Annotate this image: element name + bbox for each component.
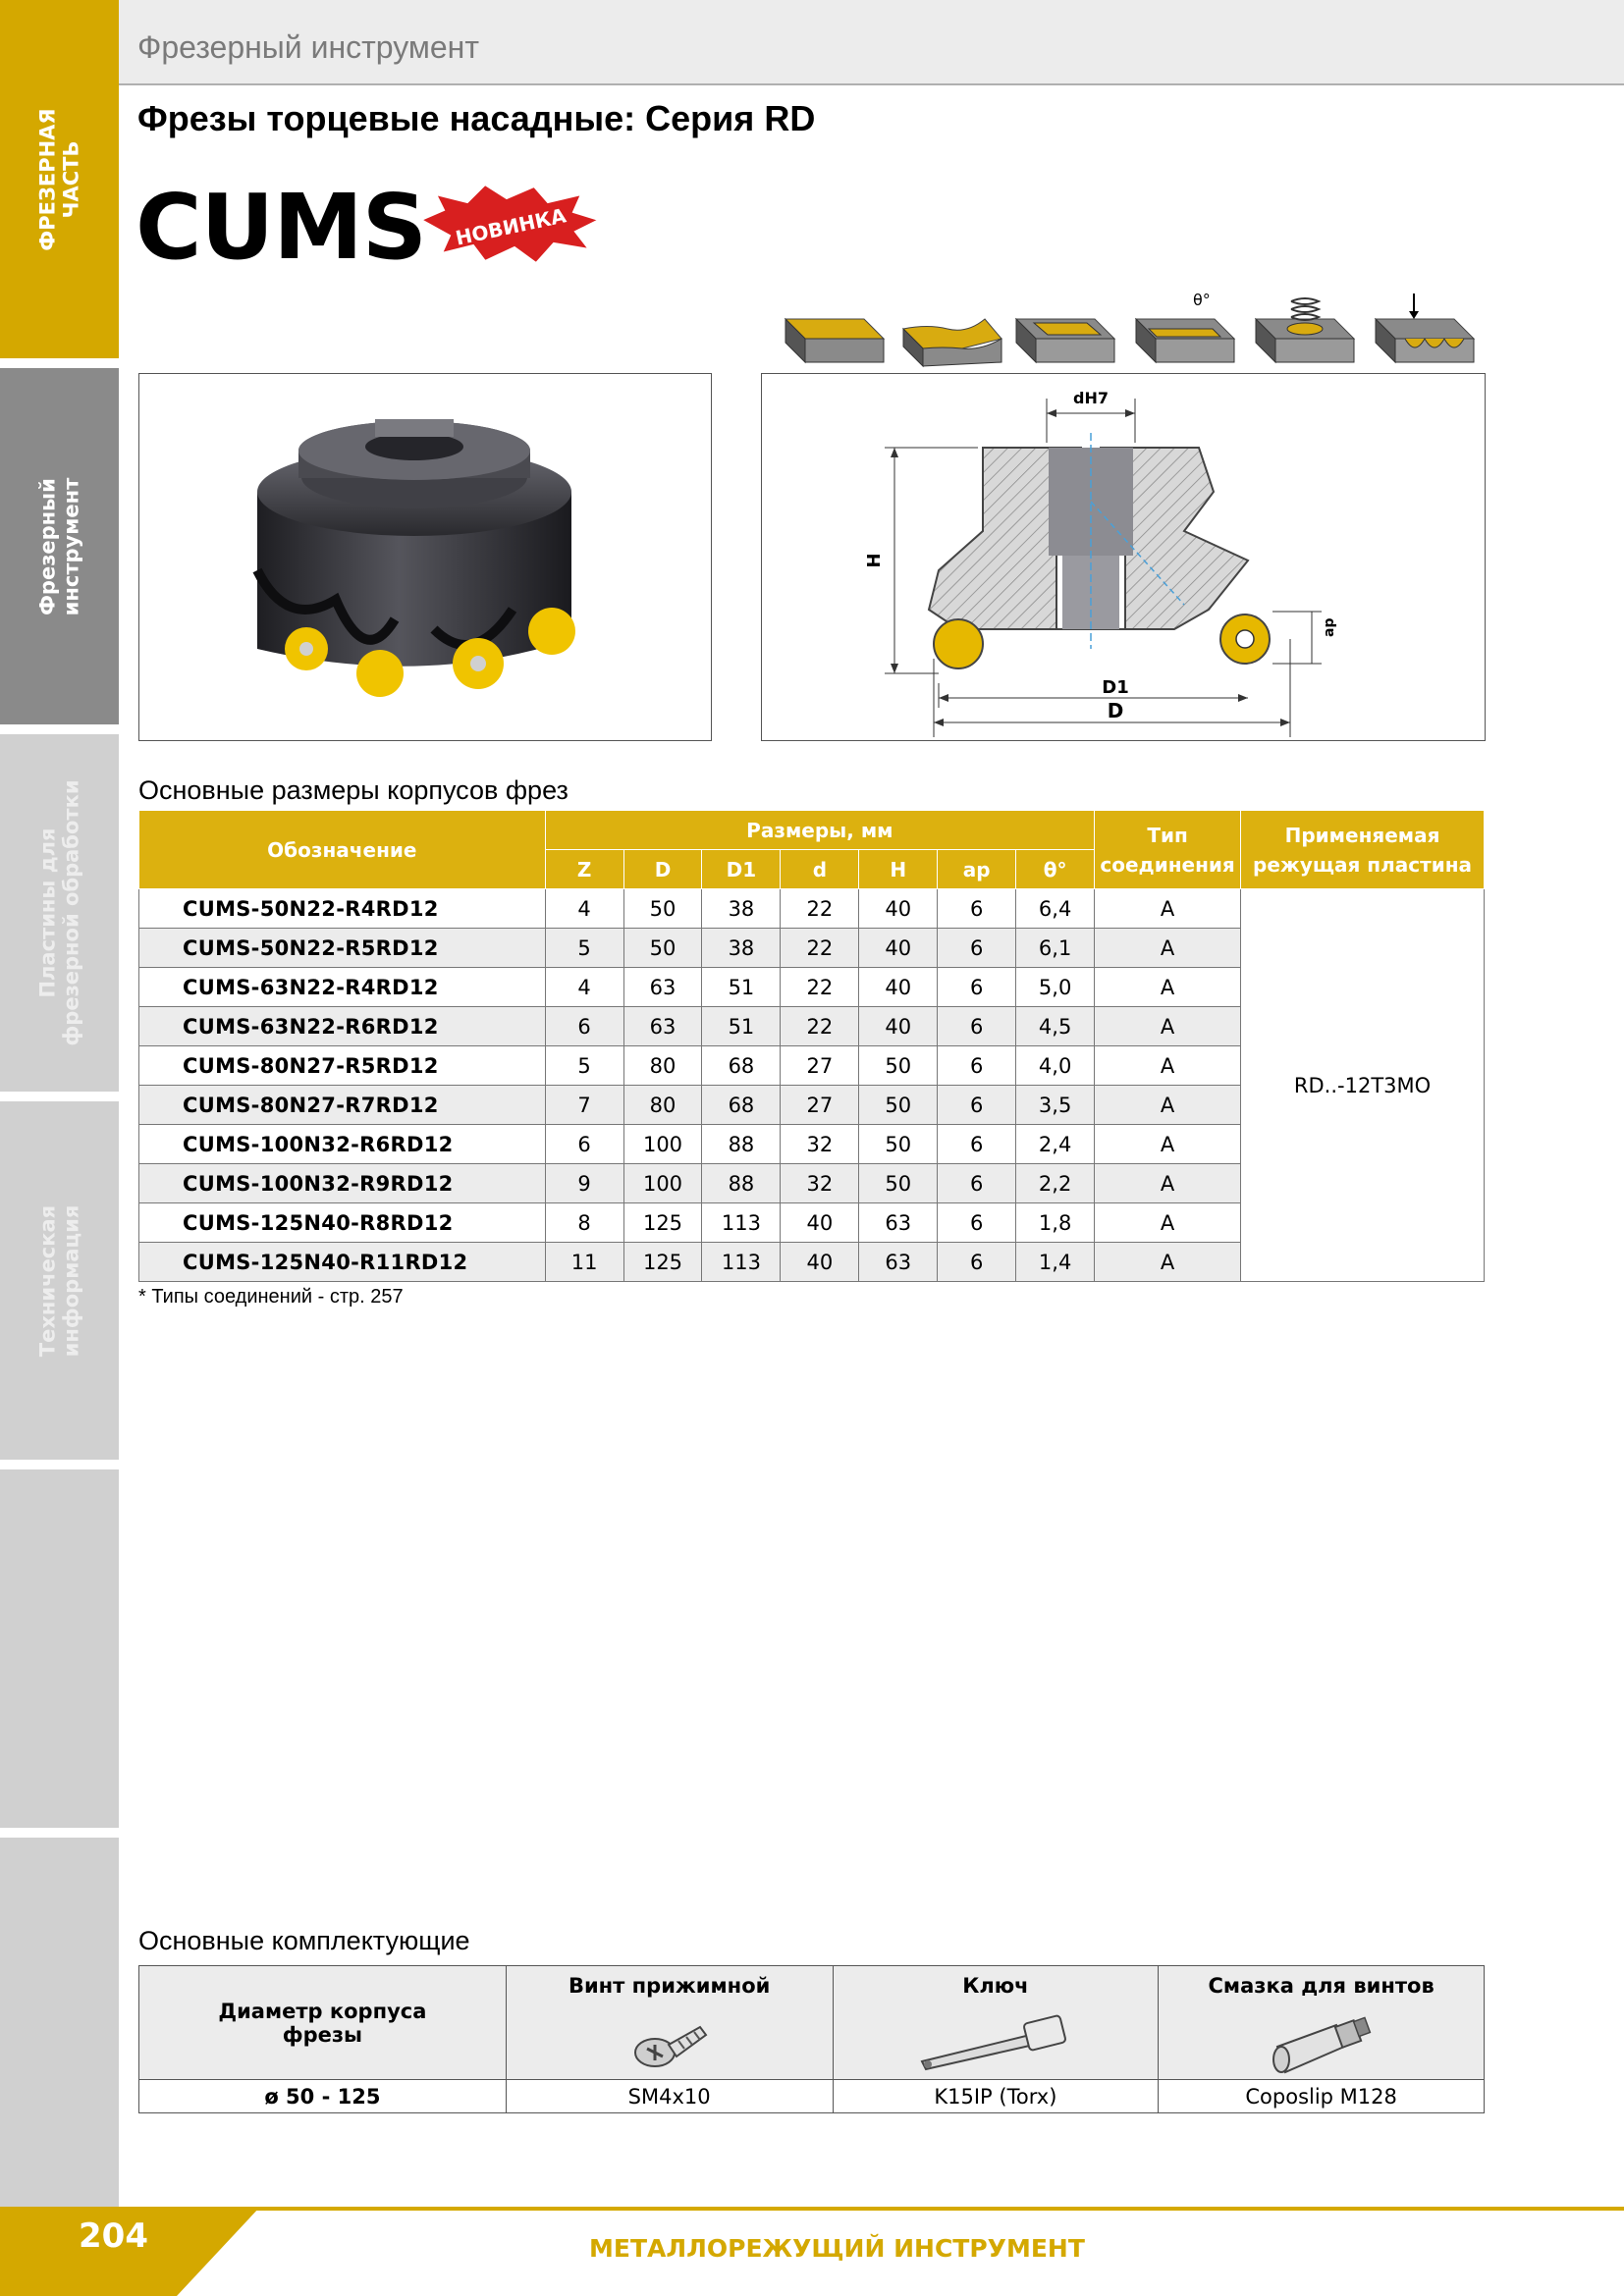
sidebar-tab-milling-tools[interactable] (0, 368, 119, 724)
components-section-title: Основные комплектующие (138, 1926, 470, 1955)
application-icons (781, 290, 1497, 368)
col-d: D (623, 850, 702, 889)
cell-key: K15IP (Torx) (833, 2080, 1159, 2113)
cell-theta: 5,0 (1016, 968, 1095, 1007)
cell-conn-type: A (1095, 1007, 1241, 1046)
cutter-image (139, 374, 713, 742)
col-conn-type: Тип соединения (1095, 811, 1241, 889)
cell-ap: 6 (938, 1007, 1016, 1046)
cell-ap: 6 (938, 889, 1016, 929)
sidebar-tab-label: ФРЕЗЕРНАЯ (35, 107, 60, 251)
cell-small-d: 22 (781, 1007, 859, 1046)
cell-small-d: 27 (781, 1086, 859, 1125)
sidebar-tab-label: информация (59, 1204, 83, 1357)
cell-h: 63 (859, 1203, 938, 1243)
cell-z: 5 (545, 1046, 623, 1086)
contour-milling-icon (903, 319, 1001, 366)
col-grease-label: Смазка для винтов (1208, 1974, 1435, 1998)
cell-conn-type: A (1095, 929, 1241, 968)
dimensions-table (138, 810, 1485, 1282)
torx-key-icon (912, 2007, 1079, 2076)
dh7-label: dH7 (1073, 389, 1109, 407)
cell-d: 80 (623, 1086, 702, 1125)
cell-d: 125 (623, 1203, 702, 1243)
cell-small-d: 22 (781, 889, 859, 929)
technical-drawing-frame (761, 373, 1486, 741)
cell-conn-type: A (1095, 1243, 1241, 1282)
cell-h: 50 (859, 1046, 938, 1086)
cell-h: 40 (859, 929, 938, 968)
cell-d: 125 (623, 1243, 702, 1282)
cell-ap: 6 (938, 929, 1016, 968)
cell-ap: 6 (938, 968, 1016, 1007)
col-ap: ap (938, 850, 1016, 889)
row-code: CUMS-63N22-R6RD12 (139, 1007, 546, 1046)
cell-small-d: 22 (781, 968, 859, 1007)
cell-theta: 2,2 (1016, 1164, 1095, 1203)
col-z: Z (545, 850, 623, 889)
cell-z: 4 (545, 968, 623, 1007)
cell-z: 6 (545, 1007, 623, 1046)
col-grease (1159, 1966, 1485, 2080)
cell-conn-type: A (1095, 889, 1241, 929)
sidebar (0, 0, 119, 2296)
cell-d: 50 (623, 889, 702, 929)
cell-d: 50 (623, 929, 702, 968)
col-designation: Обозначение (139, 811, 546, 889)
footer-line (226, 2207, 1624, 2211)
cross-section-drawing (762, 374, 1487, 742)
section-header: Фрезерный инструмент (137, 29, 479, 65)
row-code: CUMS-100N32-R6RD12 (139, 1125, 546, 1164)
cell-small-d: 32 (781, 1125, 859, 1164)
dimensions-section-title: Основные размеры корпусов фрез (138, 775, 568, 805)
cell-theta: 3,5 (1016, 1086, 1095, 1125)
cell-d1: 113 (702, 1203, 781, 1243)
cell-ap: 6 (938, 1125, 1016, 1164)
cell-theta: 6,1 (1016, 929, 1095, 968)
cell-small-d: 40 (781, 1243, 859, 1282)
cell-ap: 6 (938, 1203, 1016, 1243)
page-title: Фрезы торцевые насадные: Серия RD (137, 98, 816, 138)
cell-d: 63 (623, 968, 702, 1007)
cell-conn-type: A (1095, 1086, 1241, 1125)
cell-d1: 51 (702, 968, 781, 1007)
sidebar-tab-label: инструмент (59, 477, 83, 615)
pocket-milling-icon (1016, 319, 1114, 362)
insert-cell: RD..-12T3MO (1241, 889, 1485, 1282)
footer-label: МЕТАЛЛОРЕЖУЩИЙ ИНСТРУМЕНТ (589, 2234, 1085, 2263)
col-small-d: d (781, 850, 859, 889)
ap-label: ap (1322, 617, 1337, 637)
cell-conn-type: A (1095, 1203, 1241, 1243)
sidebar-tab-label: Фрезерный (35, 477, 60, 615)
product-photo-frame (138, 373, 712, 741)
face-milling-icon (785, 319, 884, 362)
sidebar-tab-empty (0, 1838, 119, 2207)
cell-conn-type: A (1095, 1164, 1241, 1203)
cell-h: 40 (859, 889, 938, 929)
col-key-label: Ключ (962, 1974, 1029, 1998)
cell-h: 50 (859, 1125, 938, 1164)
cell-conn-type: A (1095, 1046, 1241, 1086)
cell-conn-type: A (1095, 968, 1241, 1007)
header-divider (119, 83, 1624, 85)
cell-grease: Coposlip M128 (1159, 2080, 1485, 2113)
cell-theta: 1,8 (1016, 1203, 1095, 1243)
row-code: CUMS-125N40-R8RD12 (139, 1203, 546, 1243)
cell-theta: 1,4 (1016, 1243, 1095, 1282)
plunge-milling-icon (1376, 294, 1474, 362)
grease-tube-icon (1258, 2007, 1385, 2076)
row-code: CUMS-50N22-R4RD12 (139, 889, 546, 929)
cell-z: 9 (545, 1164, 623, 1203)
sidebar-tab-label: ЧАСТЬ (59, 140, 83, 218)
page-number: 204 (79, 2216, 148, 2256)
cell-small-d: 40 (781, 1203, 859, 1243)
cell-small-d: 27 (781, 1046, 859, 1086)
cell-d: 100 (623, 1164, 702, 1203)
cell-d1: 68 (702, 1086, 781, 1125)
row-code: CUMS-80N27-R5RD12 (139, 1046, 546, 1086)
cell-d1: 88 (702, 1164, 781, 1203)
cell-h: 40 (859, 968, 938, 1007)
cell-h: 50 (859, 1086, 938, 1125)
cell-d1: 88 (702, 1125, 781, 1164)
cell-theta: 2,4 (1016, 1125, 1095, 1164)
cell-ap: 6 (938, 1243, 1016, 1282)
cell-ap: 6 (938, 1046, 1016, 1086)
row-code: CUMS-80N27-R7RD12 (139, 1086, 546, 1125)
sidebar-tab-tech-info[interactable] (0, 1101, 119, 1460)
col-h: H (859, 850, 938, 889)
row-code: CUMS-63N22-R4RD12 (139, 968, 546, 1007)
cell-z: 7 (545, 1086, 623, 1125)
cell-theta: 6,4 (1016, 889, 1095, 929)
cell-d1: 38 (702, 929, 781, 968)
ramping-icon (1136, 291, 1234, 362)
cell-ap: 6 (938, 1086, 1016, 1125)
col-insert: Применяемая режущая пластина (1241, 811, 1485, 889)
cell-d1: 38 (702, 889, 781, 929)
d-label: D (1107, 699, 1124, 722)
col-theta: θ° (1016, 850, 1095, 889)
cell-d1: 68 (702, 1046, 781, 1086)
theta-label: θ° (1193, 291, 1211, 309)
cell-h: 63 (859, 1243, 938, 1282)
col-diameter-label: Диаметр корпуса фрезы (218, 1999, 427, 2047)
cell-h: 40 (859, 1007, 938, 1046)
row-code: CUMS-50N22-R5RD12 (139, 929, 546, 968)
sidebar-tab-inserts[interactable] (0, 734, 119, 1092)
cell-d: 63 (623, 1007, 702, 1046)
cell-z: 8 (545, 1203, 623, 1243)
cell-d: 80 (623, 1046, 702, 1086)
cell-d1: 51 (702, 1007, 781, 1046)
cell-h: 50 (859, 1164, 938, 1203)
cell-d: 100 (623, 1125, 702, 1164)
cell-small-d: 32 (781, 1164, 859, 1203)
cell-z: 4 (545, 889, 623, 929)
cell-ap: 6 (938, 1164, 1016, 1203)
new-badge (416, 181, 603, 269)
footnote: * Типы соединений - стр. 257 (138, 1286, 404, 1308)
cell-conn-type: A (1095, 1125, 1241, 1164)
col-screw-label: Винт прижимной (568, 1974, 771, 1998)
cell-theta: 4,5 (1016, 1007, 1095, 1046)
sidebar-tab-label: Техническая (35, 1204, 60, 1357)
screw-icon (625, 2007, 714, 2076)
table-row (139, 889, 1485, 929)
components-table (138, 1965, 1485, 2113)
col-diameter (139, 1966, 507, 2080)
h-label: H (864, 553, 885, 568)
sidebar-tab-empty (0, 1469, 119, 1828)
col-screw (506, 1966, 833, 2080)
cell-theta: 4,0 (1016, 1046, 1095, 1086)
col-key (833, 1966, 1159, 2080)
badge-label: НОВИНКА (453, 203, 568, 250)
cell-diameter: ø 50 - 125 (139, 2080, 507, 2113)
helical-milling-icon (1256, 298, 1354, 362)
row-code: CUMS-100N32-R9RD12 (139, 1164, 546, 1203)
sidebar-tab-milling-part[interactable] (0, 0, 119, 358)
cell-z: 6 (545, 1125, 623, 1164)
row-code: CUMS-125N40-R11RD12 (139, 1243, 546, 1282)
cell-d1: 113 (702, 1243, 781, 1282)
d1-label: D1 (1102, 677, 1129, 698)
series-name: CUMS (135, 175, 427, 280)
cell-z: 11 (545, 1243, 623, 1282)
sidebar-tab-label: фрезерной обработки (59, 779, 83, 1046)
col-d1: D1 (702, 850, 781, 889)
sidebar-tab-label: Пластины для (35, 828, 60, 998)
cell-small-d: 22 (781, 929, 859, 968)
cell-z: 5 (545, 929, 623, 968)
col-dimensions: Размеры, мм (545, 811, 1094, 850)
cell-screw: SM4x10 (506, 2080, 833, 2113)
